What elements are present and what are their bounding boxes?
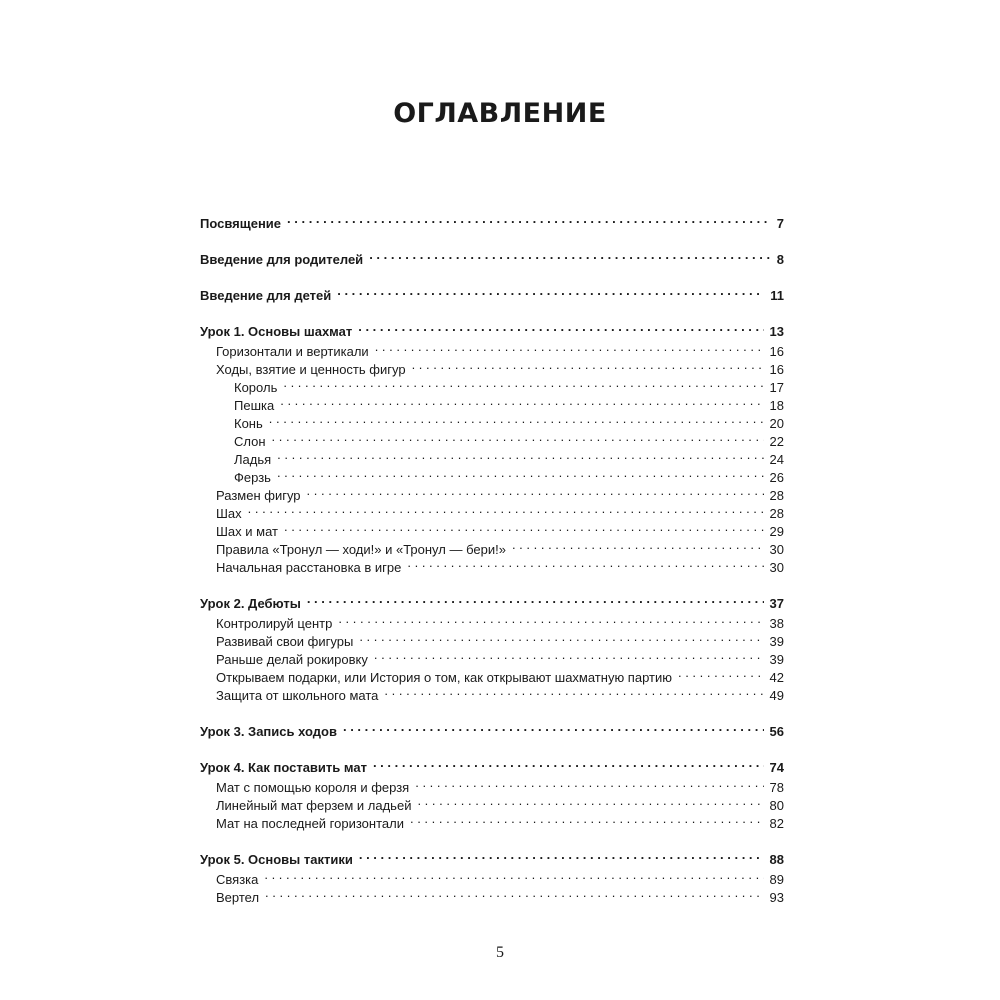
toc-entry-skewer[interactable] (200, 884, 784, 905)
dot-leader (678, 664, 764, 682)
dot-leader (307, 482, 764, 500)
toc-entry-intro-parents[interactable] (200, 246, 784, 267)
dot-leader (374, 646, 764, 664)
toc-entry-pin[interactable] (200, 866, 784, 887)
toc-entry-check[interactable] (200, 500, 784, 521)
toc-entry-label: Урок 4. Как поставить мат (200, 760, 367, 775)
toc-entry-page: 18 (769, 398, 784, 413)
dot-leader (283, 374, 763, 392)
toc-entry-label: Шах и мат (216, 524, 278, 539)
dot-leader (287, 210, 771, 228)
toc-entry-lesson-2[interactable] (200, 590, 784, 611)
toc-entry-page: 74 (769, 760, 784, 775)
toc-entry-label: Король (234, 380, 278, 395)
dot-leader (359, 846, 764, 864)
dot-leader (337, 282, 764, 300)
toc-entry-label: Урок 2. Дебюты (200, 596, 301, 611)
toc-entry-lesson-5[interactable] (200, 846, 784, 867)
toc-entry-page: 82 (769, 816, 784, 831)
toc-entry-page: 22 (769, 434, 784, 449)
toc-entry-page: 20 (769, 416, 784, 431)
dot-leader (412, 356, 764, 374)
toc-entry-label: Правила «Тронул — ходи!» и «Тронул — бери!» (216, 542, 506, 557)
toc-entry-label: Раньше делай рокировку (216, 652, 368, 667)
table-of-contents (200, 210, 784, 905)
toc-entry-label: Урок 1. Основы шахмат (200, 324, 353, 339)
toc-entry-label: Ходы, взятие и ценность фигур (216, 362, 406, 377)
toc-entry-page: 49 (769, 688, 784, 703)
toc-entry-page: 89 (769, 872, 784, 887)
toc-entry-label: Пешка (234, 398, 275, 413)
toc-entry-label: Урок 3. Запись ходов (200, 724, 337, 739)
dot-leader (307, 590, 764, 608)
toc-entry-page: 30 (769, 560, 784, 575)
toc-entry-page: 26 (769, 470, 784, 485)
toc-entry-label: Введение для родителей (200, 252, 364, 267)
page-number: 5 (496, 944, 504, 961)
toc-entry-page: 37 (769, 596, 784, 611)
toc-entry-page: 11 (770, 288, 784, 303)
toc-entry-intro-children[interactable] (200, 282, 784, 303)
toc-entry-bishop[interactable] (200, 428, 784, 449)
dot-leader (277, 446, 763, 464)
dot-leader (415, 774, 763, 792)
dot-leader (264, 866, 763, 884)
toc-entry-page: 42 (769, 670, 784, 685)
dot-leader (277, 464, 764, 482)
toc-entry-label: Вертел (216, 890, 260, 905)
dot-leader (384, 682, 763, 700)
toc-entry-page: 56 (769, 724, 784, 739)
toc-entry-label: Урок 5. Основы тактики (200, 852, 353, 867)
toc-entry-page: 28 (769, 506, 784, 521)
toc-entry-page: 16 (769, 362, 784, 377)
toc-entry-exchange[interactable] (200, 482, 784, 503)
dot-leader (280, 392, 763, 410)
toc-entry-label: Посвящение (200, 216, 282, 231)
page-title: ОГЛАВЛЕНИЕ (393, 98, 607, 129)
toc-entry-label: Линейный мат ферзем и ладьей (216, 798, 412, 813)
toc-entry-label: Горизонтали и вертикали (216, 344, 369, 359)
toc-entry-label: Открываем подарки, или История о том, как открывают шахматную партию (216, 670, 672, 685)
toc-entry-label: Ладья (234, 452, 272, 467)
dot-leader (417, 792, 763, 810)
dot-leader (269, 410, 764, 428)
toc-entry-label: Введение для детей (200, 288, 332, 303)
dot-leader (338, 610, 763, 628)
dot-leader (248, 500, 764, 518)
toc-entry-lesson-3[interactable] (200, 718, 784, 739)
toc-entry-label: Мат с помощью короля и ферзя (216, 780, 410, 795)
toc-entry-page: 39 (769, 634, 784, 649)
toc-entry-lesson-1[interactable] (200, 318, 784, 339)
toc-entry-label: Конь (234, 416, 263, 431)
toc-entry-rook[interactable] (200, 446, 784, 467)
toc-entry-page: 93 (769, 890, 784, 905)
toc-entry-label: Размен фигур (216, 488, 301, 503)
toc-entry-label: Защита от школьного мата (216, 688, 379, 703)
toc-entry-page: 80 (769, 798, 784, 813)
toc-entry-label: Шах (216, 506, 242, 521)
dot-leader (359, 628, 763, 646)
toc-entry-label: Мат на последней горизонтали (216, 816, 404, 831)
toc-entry-page: 88 (769, 852, 784, 867)
dot-leader (284, 518, 764, 536)
toc-entry-king[interactable] (200, 374, 784, 395)
dot-leader (410, 810, 764, 828)
toc-entry-knight[interactable] (200, 410, 784, 431)
toc-entry-page: 38 (769, 616, 784, 631)
toc-entry-checkmate[interactable] (200, 518, 784, 539)
toc-entry-page: 8 (776, 252, 784, 267)
dot-leader (407, 554, 763, 572)
dot-leader (343, 718, 764, 736)
dot-leader (265, 884, 763, 902)
toc-entry-page: 39 (769, 652, 784, 667)
dot-leader (373, 754, 764, 772)
dot-leader (375, 338, 764, 356)
toc-entry-page: 17 (769, 380, 784, 395)
toc-entry-label: Слон (234, 434, 266, 449)
toc-entry-label: Развивай свои фигуры (216, 634, 354, 649)
toc-entry-label: Начальная расстановка в игре (216, 560, 402, 575)
dot-leader (369, 246, 771, 264)
toc-entry-label: Связка (216, 872, 259, 887)
dot-leader (272, 428, 764, 446)
toc-entry-page: 30 (769, 542, 784, 557)
dot-leader (358, 318, 763, 336)
toc-entry-dedication[interactable] (200, 210, 784, 231)
dot-leader (512, 536, 764, 554)
toc-entry-label: Контролируй центр (216, 616, 333, 631)
toc-entry-label: Ферзь (234, 470, 271, 485)
toc-entry-queen[interactable] (200, 464, 784, 485)
toc-entry-page: 16 (769, 344, 784, 359)
toc-entry-touch-move[interactable] (200, 536, 784, 557)
toc-entry-page: 28 (769, 488, 784, 503)
toc-entry-page: 13 (769, 324, 784, 339)
toc-entry-pawn[interactable] (200, 392, 784, 413)
toc-entry-page: 7 (776, 216, 784, 231)
toc-entry-page: 24 (769, 452, 784, 467)
toc-entry-page: 78 (769, 780, 784, 795)
toc-entry-lesson-4[interactable] (200, 754, 784, 775)
toc-entry-page: 29 (769, 524, 784, 539)
